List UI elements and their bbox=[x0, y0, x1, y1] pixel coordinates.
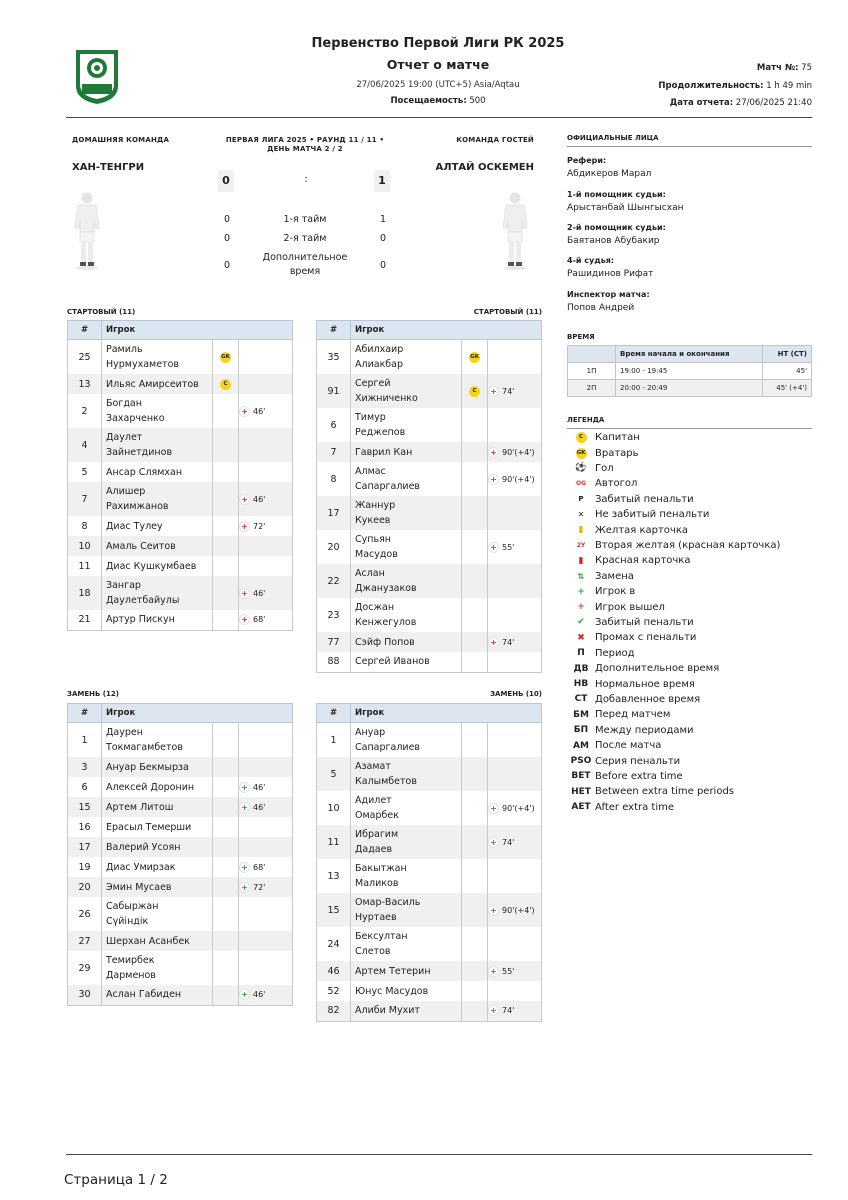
legend-item bbox=[570, 461, 614, 476]
home-period-2-score: 0 bbox=[223, 233, 231, 244]
table-row: 88 Сергей Иванов bbox=[317, 652, 542, 672]
table-row: 6 Алексей Доронин + 46' bbox=[68, 777, 293, 797]
legend-label: Промах с пенальти bbox=[595, 632, 697, 644]
legend-label: Добавленное время bbox=[595, 693, 701, 705]
legend-abbr: HET bbox=[571, 786, 591, 797]
ht-cell: 45' bbox=[762, 363, 811, 380]
yellow-card-icon: ▮ bbox=[578, 525, 584, 536]
official-name: Арыстанбай Шынгысхан bbox=[567, 203, 684, 213]
table-row: 10 Амаль Сеитов bbox=[68, 536, 293, 556]
col-player: Игрок bbox=[102, 704, 293, 723]
legend-label: Красная карточка bbox=[595, 555, 691, 567]
player-in-icon: + bbox=[488, 966, 499, 977]
col-player: Игрок bbox=[351, 321, 542, 340]
penalty-scored-icon: P bbox=[578, 495, 584, 504]
substitution-icon: ⇅ bbox=[577, 571, 585, 581]
table-row: 13 Бакытжан Маликов bbox=[317, 859, 542, 893]
legend-label: After extra time bbox=[595, 801, 675, 813]
table-row: 35 Абилхаир Алиакбар GK bbox=[317, 340, 542, 375]
away-period-2-score: 0 bbox=[379, 233, 387, 244]
official-role: 1-й помощник судьи: bbox=[567, 190, 666, 199]
home-extra-time-score: 0 bbox=[223, 260, 231, 271]
table-row: 13 Ильяс Амирсеитов C bbox=[68, 374, 293, 394]
match-datetime: 27/06/2025 19:00 (UTC+5) Asia/Aqtau bbox=[356, 80, 520, 90]
table-row: 82 Алиби Мухит + 74' bbox=[317, 1001, 542, 1021]
col-number: # bbox=[317, 704, 351, 723]
legend-item bbox=[570, 599, 665, 614]
player-in-icon: + bbox=[577, 586, 585, 597]
home-subs-table bbox=[67, 703, 293, 1006]
legend-item bbox=[570, 507, 709, 522]
table-row: 11 Ибрагим Дадаев + 74' bbox=[317, 825, 542, 859]
table-row: 91 Сергей Хижниченко C + 74' bbox=[317, 374, 542, 408]
away-kit-icon bbox=[500, 190, 530, 270]
extra-time-label: Дополнительное время bbox=[262, 252, 348, 277]
player-out-icon: + bbox=[239, 588, 250, 599]
home-starting-table bbox=[67, 320, 293, 631]
officials-divider bbox=[567, 146, 812, 147]
table-row: 5 Ансар Слямхан bbox=[68, 462, 293, 482]
penalty-missed-icon: ✕ bbox=[577, 510, 585, 520]
table-row: 29 Темирбек Дарменов bbox=[68, 951, 293, 985]
table-row: 26 Сабыржан Сүйіндік bbox=[68, 897, 293, 931]
report-title: Первенство Первой Лиги РК 2025 bbox=[311, 36, 565, 51]
legend-item bbox=[570, 707, 670, 722]
table-row: 15 Омар-Василь Нуртаев + 90'(+4') bbox=[317, 893, 542, 927]
match-number bbox=[757, 63, 812, 73]
home-kit-icon bbox=[72, 190, 102, 270]
official-name: Абдикеров Марал bbox=[567, 169, 652, 179]
legend-label: Гол bbox=[595, 462, 614, 474]
legend-item bbox=[570, 800, 674, 815]
table-row: 7 Алишер Рахимжанов + 46' bbox=[68, 482, 293, 516]
legend-heading: ЛЕГЕНДА bbox=[567, 416, 605, 424]
legend-item bbox=[570, 753, 680, 768]
legend-abbr: AET bbox=[571, 802, 591, 813]
home-period-1-score: 0 bbox=[223, 214, 231, 225]
official-role: Рефери: bbox=[567, 156, 607, 165]
ht-cell: 45' (+4') bbox=[762, 380, 811, 397]
table-row: 15 Артем Литош + 46' bbox=[68, 797, 293, 817]
legend-abbr: PSO bbox=[570, 756, 592, 767]
table-row: 17 Жаннур Кукеев bbox=[317, 496, 542, 530]
period-1-label: 1-я тайм bbox=[283, 214, 327, 225]
penalty-shootout-scored-icon: ✔ bbox=[577, 617, 585, 628]
legend-item bbox=[570, 584, 635, 599]
legend-item bbox=[570, 784, 734, 799]
table-row: 2 Богдан Захарченко + 46' bbox=[68, 394, 293, 428]
col-number: # bbox=[68, 704, 102, 723]
col-range: Время начала и окончания bbox=[616, 346, 763, 363]
away-team-label: КОМАНДА ГОСТЕЙ bbox=[456, 136, 534, 144]
legend-item bbox=[570, 723, 694, 738]
time-table bbox=[567, 345, 812, 397]
legend-item bbox=[570, 615, 694, 630]
legend-label: Перед матчем bbox=[595, 709, 671, 721]
table-row: 6 Тимур Реджепов bbox=[317, 408, 542, 442]
legend-label: Замена bbox=[595, 570, 634, 582]
player-out-icon: + bbox=[488, 447, 499, 458]
period-cell: 2П bbox=[568, 380, 616, 397]
officials-heading: ОФИЦИАЛЬНЫЕ ЛИЦА bbox=[567, 134, 659, 142]
footer-divider bbox=[66, 1154, 812, 1155]
legend-item bbox=[570, 738, 661, 753]
duration-label: Продолжительность: bbox=[658, 81, 764, 91]
legend-item bbox=[570, 569, 634, 584]
legend-abbr: БП bbox=[573, 725, 589, 736]
captain-icon: C bbox=[576, 432, 587, 443]
away-period-1-score: 1 bbox=[379, 214, 387, 225]
player-in-icon: + bbox=[239, 862, 250, 873]
table-row: 8 Алмас Сапаргалиев + 90'(+4') bbox=[317, 462, 542, 496]
player-out-icon: + bbox=[488, 386, 499, 397]
away-subs-label: ЗАМЕНЬ (10) bbox=[490, 690, 542, 698]
table-row bbox=[568, 380, 812, 397]
period-cell: 1П bbox=[568, 363, 616, 380]
second-yellow-icon: 2Y bbox=[576, 541, 586, 549]
player-in-icon: + bbox=[488, 1005, 499, 1016]
table-row: 5 Азамат Калымбетов bbox=[317, 757, 542, 791]
legend-item bbox=[570, 769, 683, 784]
goal-icon: ⚽ bbox=[575, 463, 587, 474]
col-number: # bbox=[317, 321, 351, 340]
match-number-label: Матч №: bbox=[756, 63, 799, 73]
table-row: 46 Артем Тетерин + 55' bbox=[317, 961, 542, 981]
table-row: 20 Супьян Масудов + 55' bbox=[317, 530, 542, 564]
away-subs-table bbox=[316, 703, 542, 1022]
table-row: 10 Адилет Омарбек + 90'(+4') bbox=[317, 791, 542, 825]
legend-abbr: П bbox=[577, 648, 585, 659]
player-in-icon: + bbox=[239, 802, 250, 813]
match-duration bbox=[658, 81, 812, 91]
table-row: 24 Бексултан Слетов bbox=[317, 927, 542, 961]
match-number-value: 75 bbox=[801, 63, 812, 73]
official-name: Рашидинов Рифат bbox=[567, 269, 654, 279]
table-row: 3 Ануар Бекмырза bbox=[68, 757, 293, 777]
table-row: 20 Эмин Мусаев + 72' bbox=[68, 877, 293, 897]
legend-item bbox=[570, 661, 719, 676]
report-date bbox=[670, 98, 812, 108]
player-in-icon: + bbox=[239, 782, 250, 793]
table-row: 7 Гаврил Кан + 90'(+4') bbox=[317, 442, 542, 462]
away-score: 1 bbox=[374, 170, 390, 192]
col-period bbox=[568, 346, 616, 363]
own-goal-icon: OG bbox=[575, 480, 587, 488]
player-out-icon: + bbox=[488, 637, 499, 648]
player-in-icon: + bbox=[239, 989, 250, 1000]
legend-label: Серия пенальти bbox=[595, 755, 681, 767]
attendance-label: Посещаемость: bbox=[390, 96, 467, 106]
legend-label: Забитый пенальти bbox=[595, 493, 694, 505]
table-row: 17 Валерий Усоян bbox=[68, 837, 293, 857]
legend-item bbox=[570, 492, 694, 507]
attendance bbox=[250, 96, 626, 106]
player-out-icon: + bbox=[239, 406, 250, 417]
captain-icon: C bbox=[220, 379, 231, 390]
legend-item bbox=[570, 676, 695, 691]
range-cell: 19:00 - 19:45 bbox=[616, 363, 763, 380]
legend-abbr: НВ bbox=[573, 679, 589, 690]
league-logo bbox=[72, 46, 122, 106]
page-number: Страница 1 / 2 bbox=[64, 1172, 168, 1188]
table-row: 19 Диас Умирзак + 68' bbox=[68, 857, 293, 877]
table-row: 25 Рамиль Нурмухаметов GK bbox=[68, 340, 293, 375]
table-row: 27 Шерхан Асанбек bbox=[68, 931, 293, 951]
legend-item bbox=[570, 553, 690, 568]
table-row: 11 Диас Кушкумбаев bbox=[68, 556, 293, 576]
legend-label: Дополнительное время bbox=[595, 663, 720, 675]
legend-abbr: АМ bbox=[573, 740, 589, 751]
player-in-icon: + bbox=[488, 905, 499, 916]
table-row: 8 Диас Тулеу + 72' bbox=[68, 516, 293, 536]
report-subtitle: Отчет о матче bbox=[386, 57, 490, 72]
player-out-icon: + bbox=[239, 521, 250, 532]
legend-label: Автогол bbox=[595, 478, 638, 490]
home-team-label: ДОМАШНЯЯ КОМАНДА bbox=[72, 136, 170, 144]
legend-label: Между периодами bbox=[595, 724, 694, 736]
legend-item bbox=[570, 445, 639, 460]
table-row: 21 Артур Пискун + 68' bbox=[68, 610, 293, 630]
legend-label: Капитан bbox=[595, 432, 640, 444]
report-date-label: Дата отчета: bbox=[669, 98, 734, 108]
official-name: Баятанов Абубакир bbox=[567, 236, 660, 246]
away-starting-label: СТАРТОВЫЙ (11) bbox=[473, 308, 542, 316]
home-subs-label: ЗАМЕНЬ (12) bbox=[67, 690, 119, 698]
legend-label: Вратарь bbox=[595, 447, 639, 459]
home-starting-label: СТАРТОВЫЙ (11) bbox=[67, 308, 136, 316]
away-team-name: АЛТАЙ ОСКЕМЕН bbox=[435, 162, 534, 173]
period-2-label: 2-я тайм bbox=[283, 233, 327, 244]
official-role: 4-й судья: bbox=[567, 256, 615, 265]
legend-item bbox=[570, 522, 688, 537]
legend-item bbox=[570, 430, 640, 445]
legend-label: Нормальное время bbox=[595, 678, 695, 690]
goalkeeper-icon: GK bbox=[469, 352, 480, 363]
table-row: 77 Сэйф Попов + 74' bbox=[317, 632, 542, 652]
red-card-icon: ▮ bbox=[578, 555, 584, 566]
away-starting-table bbox=[316, 320, 542, 673]
legend-item bbox=[570, 476, 637, 491]
col-ht: НТ (СТ) bbox=[762, 346, 811, 363]
player-out-icon: + bbox=[239, 614, 250, 625]
player-in-icon: + bbox=[488, 837, 499, 848]
goalkeeper-icon: GK bbox=[220, 352, 231, 363]
col-number: # bbox=[68, 321, 102, 340]
legend-label: Between extra time periods bbox=[595, 786, 735, 798]
penalty-shootout-missed-icon: ✖ bbox=[577, 632, 585, 643]
legend-label: Вторая желтая (красная карточка) bbox=[595, 539, 781, 551]
home-score: 0 bbox=[218, 170, 234, 192]
official-role: Инспектор матча: bbox=[567, 290, 650, 299]
table-row: 23 Досжан Кенжегулов bbox=[317, 598, 542, 632]
player-out-icon: + bbox=[488, 542, 499, 553]
duration-value: 1 h 49 min bbox=[766, 81, 812, 91]
table-row: 16 Ерасыл Темерши bbox=[68, 817, 293, 837]
legend-abbr: БМ bbox=[573, 709, 589, 720]
player-out-icon: + bbox=[488, 474, 499, 485]
player-in-icon: + bbox=[239, 882, 250, 893]
table-row: 18 Зангар Даулетбайулы + 46' bbox=[68, 576, 293, 610]
table-row: 1 Ануар Сапаргалиев bbox=[317, 723, 542, 758]
legend-label: Игрок вышел bbox=[595, 601, 665, 613]
legend-label: Не забитый пенальти bbox=[595, 509, 710, 521]
legend-label: Игрок в bbox=[595, 586, 636, 598]
table-row: 52 Юнус Масудов bbox=[317, 981, 542, 1001]
col-player: Игрок bbox=[102, 321, 293, 340]
captain-icon: C bbox=[469, 386, 480, 397]
report-date-value: 27/06/2025 21:40 bbox=[735, 98, 812, 108]
legend-divider bbox=[567, 428, 812, 429]
table-row: 30 Аслан Габиден + 46' bbox=[68, 985, 293, 1005]
legend-label: Период bbox=[595, 647, 635, 659]
time-heading: ВРЕМЯ bbox=[567, 333, 595, 341]
legend-item bbox=[570, 692, 700, 707]
legend-item bbox=[570, 646, 635, 661]
table-row: 22 Аслан Джанузаков bbox=[317, 564, 542, 598]
legend-item bbox=[570, 538, 780, 553]
goalkeeper-icon: GK bbox=[576, 448, 587, 459]
legend-label: После матча bbox=[595, 740, 662, 752]
player-in-icon: + bbox=[488, 803, 499, 814]
legend-label: Before extra time bbox=[595, 770, 683, 782]
score-separator: : bbox=[304, 174, 308, 185]
header-divider bbox=[66, 117, 812, 118]
player-out-icon: + bbox=[577, 602, 585, 613]
table-row bbox=[568, 363, 812, 380]
range-cell: 20:00 - 20:49 bbox=[616, 380, 763, 397]
attendance-value: 500 bbox=[469, 96, 486, 106]
legend-label: Забитый пенальти bbox=[595, 616, 694, 628]
home-team-name: ХАН-ТЕНГРИ bbox=[72, 162, 145, 173]
table-row: 1 Даурен Токмагамбетов bbox=[68, 723, 293, 758]
legend-abbr: ДВ bbox=[573, 663, 589, 674]
official-role: 2-й помощник судьи: bbox=[567, 223, 666, 232]
table-row: 4 Даулет Зайнетдинов bbox=[68, 428, 293, 462]
player-out-icon: + bbox=[239, 494, 250, 505]
away-extra-time-score: 0 bbox=[379, 260, 387, 271]
round-label: ПЕРВАЯ ЛИГА 2025 • РАУНД 11 / 11 • ДЕНЬ МАТЧА 2 / 2 bbox=[225, 136, 385, 153]
official-name: Попов Андрей bbox=[567, 303, 635, 313]
legend-label: Желтая карточка bbox=[595, 524, 688, 536]
legend-abbr: BET bbox=[571, 771, 591, 782]
legend-item bbox=[570, 630, 696, 645]
col-player: Игрок bbox=[351, 704, 542, 723]
legend-abbr: СТ bbox=[574, 694, 588, 705]
